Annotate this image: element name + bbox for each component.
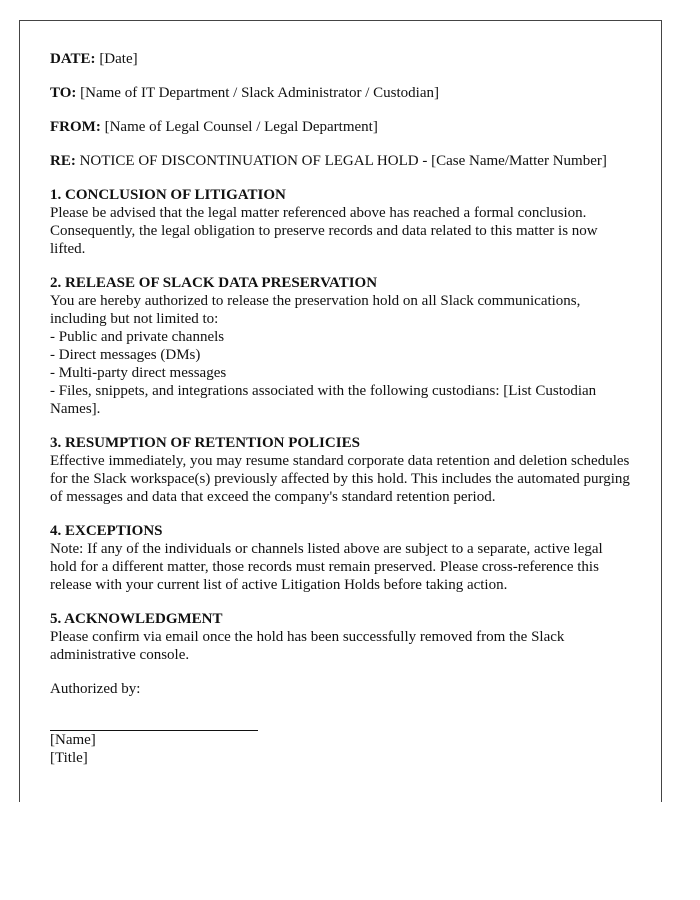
section-body: Effective immediately, you may resume standard corporate data retention and deletion schedules for the Slack workspace(s) previously affected by this hold. This includes the automated purging of messages and data that exceed the company's standard retention period. <box>50 453 630 505</box>
section-release <box>50 274 632 418</box>
signature-block <box>50 680 632 767</box>
document-page <box>19 20 662 802</box>
section-conclusion <box>50 186 632 258</box>
section-body: Please be advised that the legal matter referenced above has reached a formal conclusion. Consequently, the legal obligation to preserve records and data related to this matter is now lifted. <box>50 205 598 257</box>
from-label: FROM: <box>50 119 101 135</box>
section-exceptions <box>50 522 632 594</box>
date-line <box>50 50 632 68</box>
section-body: Note: If any of the individuals or channels listed above are subject to a separate, active legal hold for a different matter, those records must remain preserved. Please cross-reference this release with your current list of active Litigation Holds before taking action. <box>50 541 603 593</box>
section-heading: 3. RESUMPTION OF RETENTION POLICIES <box>50 435 360 451</box>
from-value: [Name of Legal Counsel / Legal Department] <box>104 119 378 135</box>
signatory-title: [Title] <box>50 750 88 766</box>
date-label: DATE: <box>50 51 96 67</box>
to-label: TO: <box>50 85 77 101</box>
section-body: You are hereby authorized to release the preservation hold on all Slack communications, including but not limited to: <box>50 293 581 327</box>
authorized-by-label: Authorized by: <box>50 681 141 697</box>
list-item: - Files, snippets, and integrations associated with the following custodians: [List Custodian Names]. <box>50 383 597 417</box>
section-retention <box>50 434 632 506</box>
section-heading: 1. CONCLUSION OF LITIGATION <box>50 187 286 203</box>
re-label: RE: <box>50 153 76 169</box>
re-line <box>50 152 632 170</box>
section-heading: 2. RELEASE OF SLACK DATA PRESERVATION <box>50 275 378 291</box>
list-item: - Direct messages (DMs) <box>50 347 201 363</box>
date-value: [Date] <box>99 51 138 67</box>
to-line <box>50 84 632 102</box>
section-acknowledgment <box>50 610 632 664</box>
section-body: Please confirm via email once the hold has been successfully removed from the Slack administrative console. <box>50 629 565 663</box>
to-value: [Name of IT Department / Slack Administrator / Custodian] <box>80 85 439 101</box>
section-heading: 5. ACKNOWLEDGMENT <box>50 611 223 627</box>
from-line <box>50 118 632 136</box>
re-value: NOTICE OF DISCONTINUATION OF LEGAL HOLD - [Case Name/Matter Number] <box>79 153 607 169</box>
list-item: - Multi-party direct messages <box>50 365 227 381</box>
section-heading: 4. EXCEPTIONS <box>50 523 163 539</box>
list-item: - Public and private channels <box>50 329 225 345</box>
signatory-name: [Name] <box>50 732 96 748</box>
